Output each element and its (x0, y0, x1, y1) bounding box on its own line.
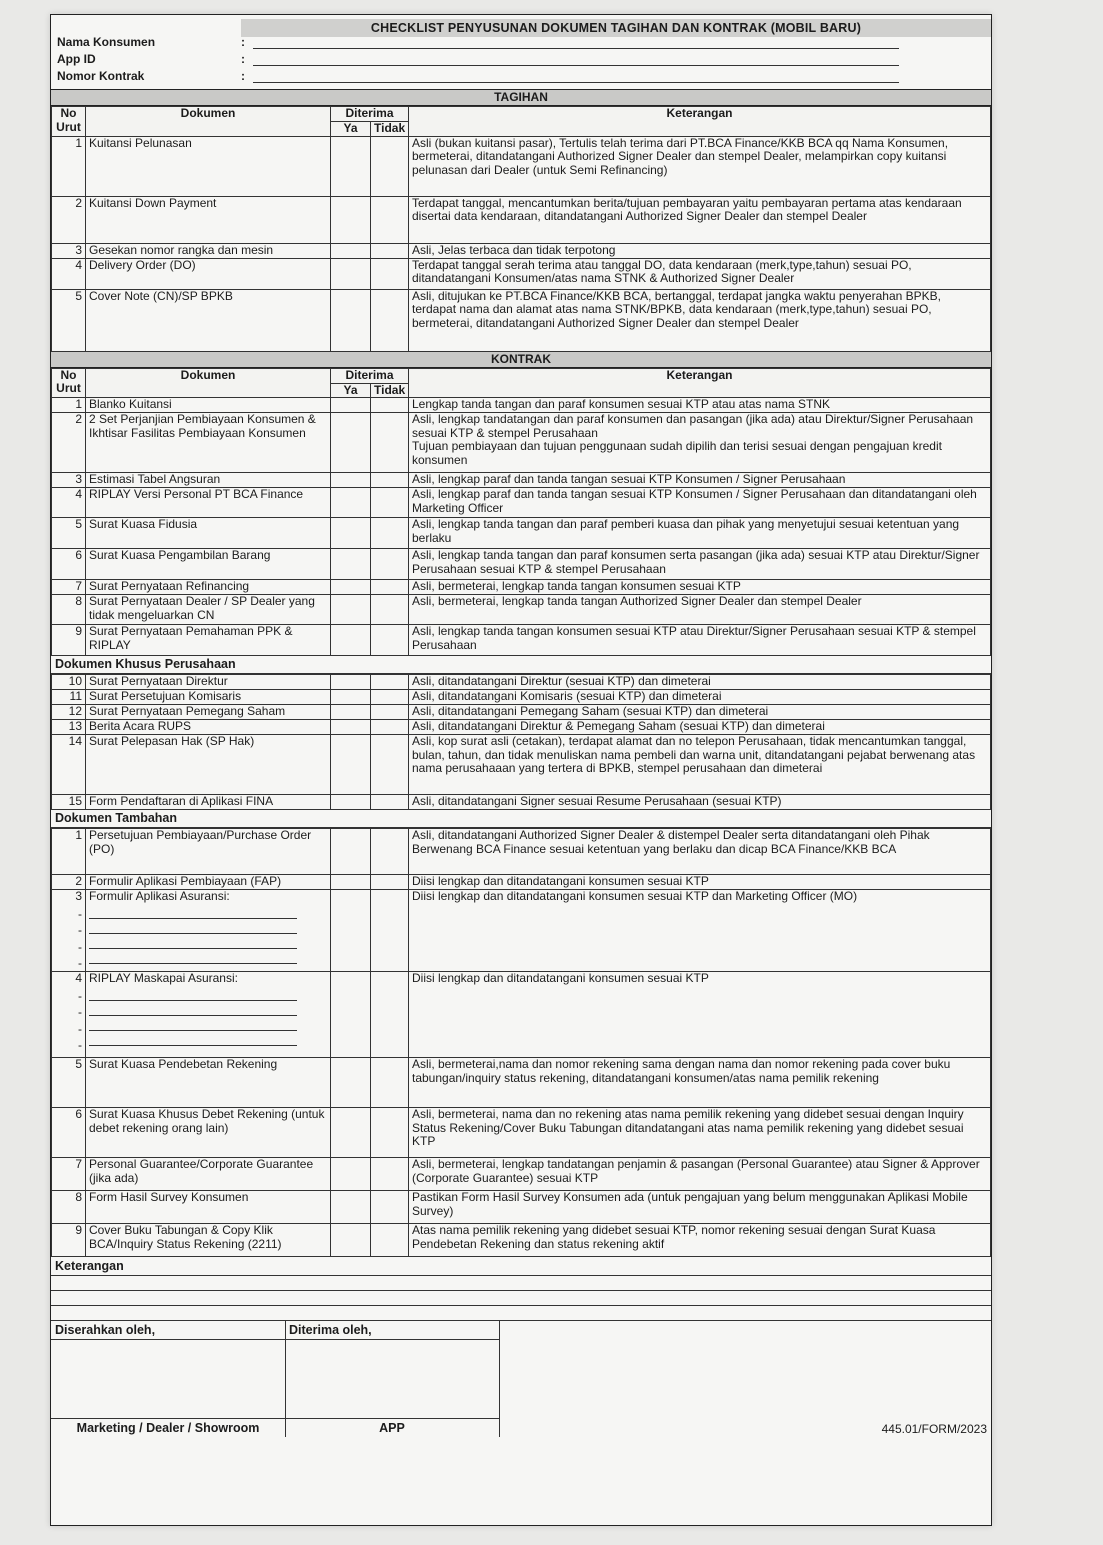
check-ya[interactable] (331, 795, 371, 810)
row-no: 12 (52, 705, 86, 720)
check-ya[interactable] (331, 549, 371, 580)
signature-box-given[interactable] (51, 1321, 286, 1437)
blank-line[interactable] (89, 906, 297, 919)
row-document: Formulir Aplikasi Asuransi: (86, 890, 331, 972)
row-keterangan: Asli, lengkap tandatangan dan paraf konsumen dan pasangan (jika ada) atau Direktur/Signer Perusahaan sesuai KTP & stempel Perusahaan Tujuan pembiayaan dan tujuan penggunaan sudah dipilih dan terisi sesuai dengan pengajuan kredit konsumen (409, 413, 991, 473)
check-tidak[interactable] (371, 1191, 409, 1224)
check-tidak[interactable] (371, 488, 409, 518)
row-document: Delivery Order (DO) (86, 258, 331, 289)
section-tagihan: TAGIHAN (51, 90, 991, 106)
row-keterangan: Asli, ditandatangani Komisaris (sesuai KTP) dan dimeterai (409, 690, 991, 705)
check-tidak[interactable] (371, 258, 409, 289)
row-document: Kuitansi Down Payment (86, 196, 331, 243)
check-tidak[interactable] (371, 289, 409, 351)
field-line (253, 65, 899, 66)
check-ya[interactable] (331, 243, 371, 258)
blank-line[interactable] (89, 1018, 297, 1031)
row-keterangan: Asli, ditujukan ke PT.BCA Finance/KKB BCA, bertanggal, terdapat jangka waktu penyerahan BPKB, terdapat nama dan alamat atas nama STNK/BPKB, data kendaraan (merk,type,tahun) sesuai PO, bermeterai, ditandatangani Authorized Signer Dealer dan stempel Dealer (409, 289, 991, 351)
row-no: 2 (52, 875, 86, 890)
table-row (52, 196, 991, 243)
check-tidak[interactable] (371, 473, 409, 488)
row-no: 9 (52, 1224, 86, 1257)
row-keterangan: Asli, lengkap paraf dan tanda tangan sesuai KTP Konsumen / Signer Perusahaan (409, 473, 991, 488)
check-ya[interactable] (331, 1158, 371, 1191)
col-keterangan: Keterangan (409, 107, 991, 137)
row-no: 11 (52, 690, 86, 705)
check-ya[interactable] (331, 1108, 371, 1158)
check-tidak[interactable] (371, 398, 409, 413)
blank-line[interactable] (89, 936, 297, 949)
checklist-form (50, 14, 992, 1526)
check-ya[interactable] (331, 675, 371, 690)
check-ya[interactable] (331, 720, 371, 735)
row-document: Surat Kuasa Khusus Debet Rekening (untuk debet rekening orang lain) (86, 1108, 331, 1158)
notes-line[interactable] (51, 1275, 991, 1290)
notes-line[interactable] (51, 1290, 991, 1305)
row-no: 4 - - - - (52, 972, 86, 1058)
table-row (52, 875, 991, 890)
table-row (52, 795, 991, 810)
blank-line[interactable] (89, 1033, 297, 1046)
check-ya[interactable] (331, 1191, 371, 1224)
row-no: 9 (52, 625, 86, 656)
table-row (52, 136, 991, 196)
table-row (52, 518, 991, 549)
row-keterangan: Pastikan Form Hasil Survey Konsumen ada (untuk pengajuan yang belum menggunakan Aplikasi Mobile Survey) (409, 1191, 991, 1224)
check-ya[interactable] (331, 890, 371, 972)
table-row (52, 580, 991, 595)
row-document: Berita Acara RUPS (86, 720, 331, 735)
field-line (253, 48, 899, 49)
row-keterangan: Asli, lengkap paraf dan tanda tangan sesuai KTP Konsumen / Signer Perusahaan dan ditandatangani oleh Marketing Officer (409, 488, 991, 518)
check-ya[interactable] (331, 258, 371, 289)
row-no: 2 (52, 196, 86, 243)
check-ya[interactable] (331, 705, 371, 720)
check-tidak[interactable] (371, 735, 409, 795)
row-no: 1 (52, 398, 86, 413)
check-ya[interactable] (331, 595, 371, 625)
col-diterima: Diterima (331, 368, 409, 383)
row-keterangan: Asli, ditandatangani Authorized Signer Dealer & distempel Dealer serta ditandatangani oleh Pihak Berwenang BCA Finance sesuai ketentuan yang berlaku dan dicap BCA Finance/KKB BCA (409, 829, 991, 875)
table-row (52, 890, 991, 972)
row-document: Surat Pernyataan Refinancing (86, 580, 331, 595)
table-row (52, 398, 991, 413)
row-no: 13 (52, 720, 86, 735)
given-role: Marketing / Dealer / Showroom (51, 1418, 285, 1437)
row-keterangan: Asli, Jelas terbaca dan tidak terpotong (409, 243, 991, 258)
col-ya: Ya (331, 122, 371, 137)
row-keterangan: Asli, bermeterai, nama dan no rekening atas nama pemilik rekening yang didebet sesuai dengan Inquiry Status Rekening/Cover Buku Tabungan ditandatangani atas nama pemilik rekening yang didebet sesuai KTP (409, 1108, 991, 1158)
row-keterangan: Asli, bermeterai, lengkap tanda tangan Authorized Signer Dealer dan stempel Dealer (409, 595, 991, 625)
col-diterima: Diterima (331, 107, 409, 122)
row-no: 5 (52, 518, 86, 549)
row-keterangan: Asli, ditandatangani Signer sesuai Resume Perusahaan (sesuai KTP) (409, 795, 991, 810)
row-keterangan: Diisi lengkap dan ditandatangani konsumen sesuai KTP (409, 875, 991, 890)
notes-label: Keterangan (55, 1259, 124, 1273)
row-no: 3 (52, 473, 86, 488)
check-ya[interactable] (331, 196, 371, 243)
blank-line[interactable] (89, 921, 297, 934)
col-tidak: Tidak (371, 122, 409, 137)
check-ya[interactable] (331, 829, 371, 875)
check-ya[interactable] (331, 690, 371, 705)
row-document: Persetujuan Pembiayaan/Purchase Order (PO) (86, 829, 331, 875)
row-document: Surat Persetujuan Komisaris (86, 690, 331, 705)
check-ya[interactable] (331, 398, 371, 413)
row-keterangan: Terdapat tanggal, mencantumkan berita/tujuan pembayaran yaitu pembayaran pertama atas kendaraan disertai data kendaraan, ditandatangani Authorized Signer Dealer dan stempel Dealer (409, 196, 991, 243)
col-dokumen: Dokumen (86, 107, 331, 137)
col-tidak: Tidak (371, 383, 409, 398)
table-row (52, 1191, 991, 1224)
row-document: Surat Pernyataan Direktur (86, 675, 331, 690)
check-tidak[interactable] (371, 890, 409, 972)
field-label: App ID (57, 52, 96, 66)
table-row (52, 1108, 991, 1158)
check-tidak[interactable] (371, 580, 409, 595)
row-document: Kuitansi Pelunasan (86, 136, 331, 196)
kontrak-table (51, 368, 991, 657)
row-no: 14 (52, 735, 86, 795)
row-keterangan: Asli, bermeterai, lengkap tanda tangan konsumen sesuai KTP (409, 580, 991, 595)
check-tidak[interactable] (371, 625, 409, 656)
check-ya[interactable] (331, 580, 371, 595)
row-document: Surat Kuasa Pendebetan Rekening (86, 1058, 331, 1108)
col-ya: Ya (331, 383, 371, 398)
table-row (52, 829, 991, 875)
check-ya[interactable] (331, 136, 371, 196)
table-row (52, 675, 991, 690)
section-khusus-perusahaan: Dokumen Khusus Perusahaan (51, 656, 991, 674)
table-row (52, 690, 991, 705)
field-nama-konsumen[interactable]: Nama Konsumen : (57, 35, 155, 49)
notes-line[interactable] (51, 1305, 991, 1320)
received-role: APP (285, 1418, 499, 1437)
row-keterangan: Asli, lengkap tanda tangan konsumen sesuai KTP atau Direktur/Signer Perusahaan sesuai KTP & stempel Perusahaan (409, 625, 991, 656)
table-row (52, 705, 991, 720)
check-tidak[interactable] (371, 549, 409, 580)
check-tidak[interactable] (371, 1108, 409, 1158)
check-tidak[interactable] (371, 518, 409, 549)
col-dokumen: Dokumen (86, 368, 331, 398)
row-no: 5 (52, 1058, 86, 1108)
field-nomor-kontrak[interactable]: Nomor Kontrak : (57, 69, 144, 83)
row-document: Blanko Kuitansi (86, 398, 331, 413)
row-document: Surat Kuasa Pengambilan Barang (86, 549, 331, 580)
received-by-label: Diterima oleh, (285, 1321, 499, 1340)
check-ya[interactable] (331, 625, 371, 656)
check-tidak[interactable] (371, 720, 409, 735)
row-no: 4 (52, 488, 86, 518)
check-tidak[interactable] (371, 595, 409, 625)
row-document: RIPLAY Maskapai Asuransi: (86, 972, 331, 1058)
row-document: RIPLAY Versi Personal PT BCA Finance (86, 488, 331, 518)
row-document: Estimasi Tabel Angsuran (86, 473, 331, 488)
row-no: 3 (52, 243, 86, 258)
row-keterangan: Asli, bermeterai,nama dan nomor rekening sama dengan nama dan nomor rekening pada cover buku tabungan/inquiry status rekening, ditandatangani konsumen/atas nama pemilik rekening (409, 1058, 991, 1108)
signature-box-received[interactable] (285, 1321, 500, 1437)
row-document: Cover Note (CN)/SP BPKB (86, 289, 331, 351)
row-keterangan: Asli (bukan kuitansi pasar), Tertulis telah terima dari PT.BCA Finance/KKB BCA qq Nama Konsumen, bermeterai, ditandatangani Authorized Signer Dealer dan stempel Dealer, melampirkan copy kuitansi pelunasan dari Dealer (untuk Semi Refinancing) (409, 136, 991, 196)
table-row (52, 549, 991, 580)
row-no: 6 (52, 549, 86, 580)
check-tidak[interactable] (371, 196, 409, 243)
row-document: Surat Pernyataan Dealer / SP Dealer yang tidak mengeluarkan CN (86, 595, 331, 625)
row-no: 3 - - - - (52, 890, 86, 972)
check-tidak[interactable] (371, 875, 409, 890)
row-no: 7 (52, 580, 86, 595)
check-ya[interactable] (331, 875, 371, 890)
row-no: 8 (52, 595, 86, 625)
table-row (52, 735, 991, 795)
row-document: Formulir Aplikasi Pembiayaan (FAP) (86, 875, 331, 890)
row-keterangan: Asli, bermeterai, lengkap tandatangan penjamin & pasangan (Personal Guarantee) atau Signer & Approver (Corporate Guarantee) sesuai KTP (409, 1158, 991, 1191)
check-tidak[interactable] (371, 829, 409, 875)
check-tidak[interactable] (371, 675, 409, 690)
row-no: 5 (52, 289, 86, 351)
blank-line[interactable] (89, 951, 297, 964)
blank-line[interactable] (89, 1003, 297, 1016)
row-keterangan: Asli, kop surat asli (cetakan), terdapat alamat dan no telepon Perusahaan, tidak mencantumkan tanggal, bulan, tahun, dan tidak menuliskan nama pembeli dan warna unit, ditandatangani pejabat berwenang atas nama perusahaaan yang tertera di BPKB, stempel perusahaan dan dimeterai (409, 735, 991, 795)
table-row (52, 972, 991, 1058)
row-no: 15 (52, 795, 86, 810)
form-code: 445.01/FORM/2023 (881, 1422, 987, 1436)
check-ya[interactable] (331, 473, 371, 488)
check-ya[interactable] (331, 488, 371, 518)
table-row (52, 720, 991, 735)
form-header (51, 15, 991, 90)
row-keterangan: Diisi lengkap dan ditandatangani konsumen sesuai KTP (409, 972, 991, 1058)
check-ya[interactable] (331, 972, 371, 1058)
tagihan-table (51, 106, 991, 352)
section-kontrak: KONTRAK (51, 352, 991, 368)
signature-section (51, 1321, 991, 1439)
row-document: 2 Set Perjanjian Pembiayaan Konsumen & Ikhtisar Fasilitas Pembiayaan Konsumen (86, 413, 331, 473)
table-row (52, 473, 991, 488)
check-tidak[interactable] (371, 136, 409, 196)
row-document: Personal Guarantee/Corporate Guarantee (jika ada) (86, 1158, 331, 1191)
field-app-id[interactable]: App ID : (57, 52, 96, 66)
table-row (52, 1224, 991, 1257)
field-label: Nomor Kontrak (57, 69, 145, 83)
check-ya[interactable] (331, 735, 371, 795)
row-no: 7 (52, 1158, 86, 1191)
check-tidak[interactable] (371, 413, 409, 473)
col-no: No Urut (52, 368, 86, 398)
row-keterangan: Lengkap tanda tangan dan paraf konsumen sesuai KTP atau atas nama STNK (409, 398, 991, 413)
form-title: CHECKLIST PENYUSUNAN DOKUMEN TAGIHAN DAN KONTRAK (MOBIL BARU) (241, 19, 991, 37)
row-no: 1 (52, 136, 86, 196)
check-tidak[interactable] (371, 243, 409, 258)
row-document: Surat Kuasa Fidusia (86, 518, 331, 549)
table-row (52, 1058, 991, 1108)
section-dokumen-tambahan: Dokumen Tambahan (51, 810, 991, 828)
given-by-label: Diserahkan oleh, (51, 1321, 285, 1340)
table-row (52, 243, 991, 258)
row-no: 4 (52, 258, 86, 289)
check-ya[interactable] (331, 1224, 371, 1257)
row-keterangan: Diisi lengkap dan ditandatangani konsumen sesuai KTP dan Marketing Officer (MO) (409, 890, 991, 972)
row-no: 2 (52, 413, 86, 473)
row-keterangan-2: Tujuan pembiayaan dan tujuan penggunaan sudah dipilih dan terisi sesuai dengan pengajuan kredit konsumen (412, 439, 942, 467)
table-row (52, 595, 991, 625)
table-row (52, 289, 991, 351)
col-no: No Urut (52, 107, 86, 137)
check-tidak[interactable] (371, 1058, 409, 1108)
row-keterangan: Atas nama pemilik rekening yang didebet sesuai KTP, nomor rekening sesuai dengan Surat Kuasa Pendebetan Rekening dan status rekening aktif (409, 1224, 991, 1257)
row-no: 8 (52, 1191, 86, 1224)
check-tidak[interactable] (371, 1224, 409, 1257)
row-document: Form Hasil Survey Konsumen (86, 1191, 331, 1224)
check-ya[interactable] (331, 1058, 371, 1108)
row-keterangan: Terdapat tanggal serah terima atau tanggal DO, data kendaraan (merk,type,tahun) sesuai PO, ditandatangani Konsumen/atas nama STNK & Authorized Signer Dealer (409, 258, 991, 289)
check-tidak[interactable] (371, 705, 409, 720)
row-document: Surat Pernyataan Pemahaman PPK & RIPLAY (86, 625, 331, 656)
check-ya[interactable] (331, 413, 371, 473)
row-no: 1 (52, 829, 86, 875)
check-tidak[interactable] (371, 1158, 409, 1191)
notes-section (51, 1257, 991, 1321)
row-document: Gesekan nomor rangka dan mesin (86, 243, 331, 258)
field-label: Nama Konsumen (57, 35, 156, 49)
table-row (52, 413, 991, 473)
check-ya[interactable] (331, 518, 371, 549)
row-keterangan: Asli, ditandatangani Direktur & Pemegang Saham (sesuai KTP) dan dimeterai (409, 720, 991, 735)
row-document: Surat Pelepasan Hak (SP Hak) (86, 735, 331, 795)
row-keterangan: Asli, ditandatangani Direktur (sesuai KTP) dan dimeterai (409, 675, 991, 690)
blank-line[interactable] (89, 988, 297, 1001)
table-row (52, 258, 991, 289)
col-keterangan: Keterangan (409, 368, 991, 398)
row-document: Cover Buku Tabungan & Copy Klik BCA/Inquiry Status Rekening (2211) (86, 1224, 331, 1257)
check-tidak[interactable] (371, 972, 409, 1058)
table-row (52, 1158, 991, 1191)
row-keterangan: Asli, lengkap tanda tangan dan paraf pemberi kuasa dan pihak yang menyetujui sesuai ketentuan yang berlaku (409, 518, 991, 549)
row-document: Surat Pernyataan Pemegang Saham (86, 705, 331, 720)
table-row (52, 488, 991, 518)
row-document: Form Pendaftaran di Aplikasi FINA (86, 795, 331, 810)
khusus-table (51, 674, 991, 810)
check-tidak[interactable] (371, 795, 409, 810)
check-ya[interactable] (331, 289, 371, 351)
row-keterangan: Asli, lengkap tanda tangan dan paraf konsumen serta pasangan (jika ada) sesuai KTP atau Direktur/Signer Perusahaan sesuai KTP & stempel Perusahaan (409, 549, 991, 580)
row-no: 10 (52, 675, 86, 690)
field-line (253, 82, 899, 83)
row-no: 6 (52, 1108, 86, 1158)
table-row (52, 625, 991, 656)
row-keterangan: Asli, ditandatangani Pemegang Saham (sesuai KTP) dan dimeterai (409, 705, 991, 720)
tambahan-table (51, 828, 991, 1257)
check-tidak[interactable] (371, 690, 409, 705)
